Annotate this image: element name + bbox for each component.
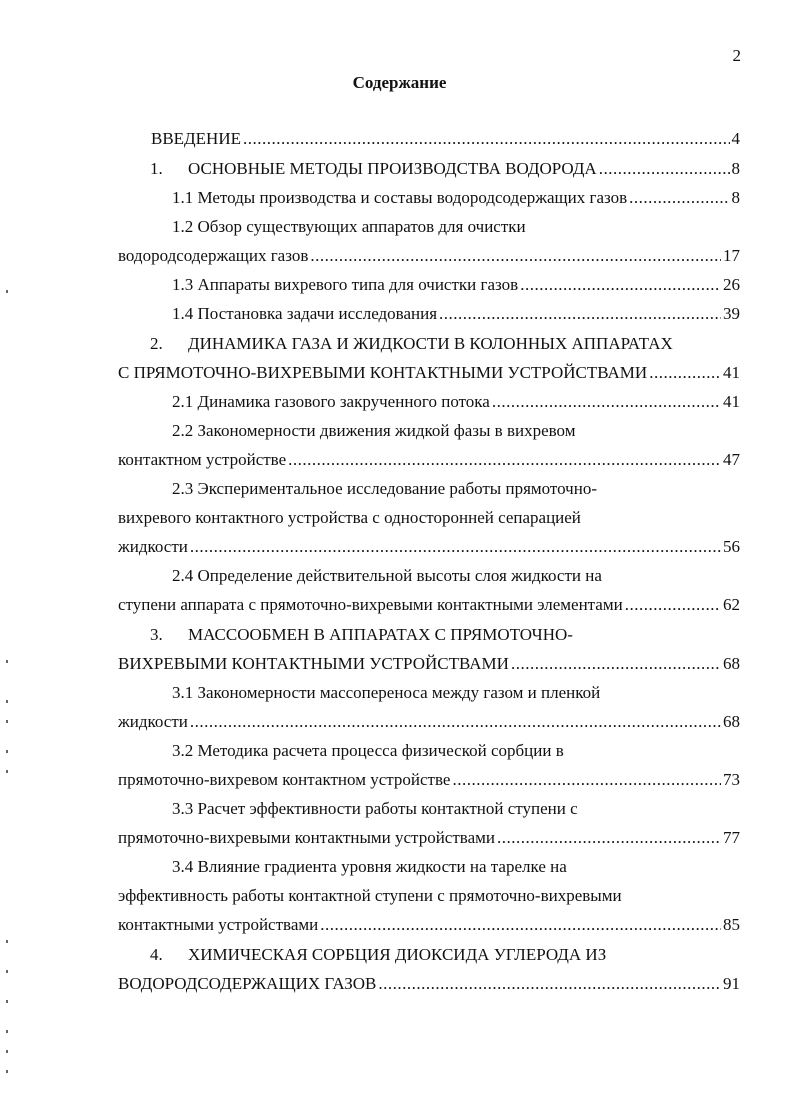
toc-entry-section-2-line1[interactable]: 2. ДИНАМИКА ГАЗА И ЖИДКОСТИ В КОЛОННЫХ АППАРАТАХ xyxy=(150,334,673,353)
scan-specks xyxy=(6,280,16,1080)
toc-entry-2-2-line2[interactable]: контактном устройстве ..... 47 xyxy=(118,449,740,471)
toc-entry-2-3-line2[interactable]: вихревого контактного устройства с односторонней сепарацией xyxy=(118,508,581,527)
page-number: 2 xyxy=(732,46,741,65)
toc-entry-section-4-line2[interactable]: ВОДОРОДСОДЕРЖАЩИХ ГАЗОВ ..... 91 xyxy=(118,973,740,995)
toc-entry-3-3-line1[interactable]: 3.3 Расчет эффективности работы контактной ступени с xyxy=(172,799,578,818)
toc-entry-3-4-line1[interactable]: 3.4 Влияние градиента уровня жидкости на тарелке на xyxy=(172,857,567,876)
toc-entry-1-4[interactable]: 1.4 Постановка задачи исследования ..... 39 xyxy=(172,303,740,325)
toc-entry-2-2-line1[interactable]: 2.2 Закономерности движения жидкой фазы в вихревом xyxy=(172,421,576,440)
toc-entry-section-2-line2[interactable]: С ПРЯМОТОЧНО-ВИХРЕВЫМИ КОНТАКТНЫМИ УСТРОЙСТВАМИ ..... 41 xyxy=(118,362,740,384)
toc-entry-section-4-line1[interactable]: 4. ХИМИЧЕСКАЯ СОРБЦИЯ ДИОКСИДА УГЛЕРОДА ИЗ xyxy=(150,945,607,964)
toc-entry-intro[interactable]: ВВЕДЕНИЕ ..... 4 xyxy=(151,128,740,150)
toc-entry-3-4-line3[interactable]: контактными устройствами ..... 85 xyxy=(118,914,740,936)
toc-entry-3-2-line1[interactable]: 3.2 Методика расчета процесса физической сорбции в xyxy=(172,741,564,760)
toc-entry-3-1-line1[interactable]: 3.1 Закономерности массопереноса между газом и пленкой xyxy=(172,683,601,702)
toc-entry-2-4-line2[interactable]: ступени аппарата с прямоточно-вихревыми контактными элементами ..... 62 xyxy=(118,594,740,616)
toc-entry-section-3-line1[interactable]: 3. МАССООБМЕН В АППАРАТАХ С ПРЯМОТОЧНО- xyxy=(150,625,573,644)
toc-entry-1-2-line2[interactable]: водородсодержащих газов ..... 17 xyxy=(118,245,740,267)
toc-entry-2-4-line1[interactable]: 2.4 Определение действительной высоты слоя жидкости на xyxy=(172,566,602,585)
toc-entry-2-1[interactable]: 2.1 Динамика газового закрученного потока ..... 41 xyxy=(172,391,740,413)
toc-entry-1-2-line1[interactable]: 1.2 Обзор существующих аппаратов для очистки xyxy=(172,217,526,236)
toc-entry-1-3[interactable]: 1.3 Аппараты вихревого типа для очистки газов ..... 26 xyxy=(172,274,740,296)
toc-entry-1-1[interactable]: 1.1 Методы производства и составы водородсодержащих газов ..... 8 xyxy=(172,187,740,209)
toc-entry-3-3-line2[interactable]: прямоточно-вихревыми контактными устройствами ..... 77 xyxy=(118,827,740,849)
toc-entry-section-1[interactable]: 1. ОСНОВНЫЕ МЕТОДЫ ПРОИЗВОДСТВА ВОДОРОДА ..... 8 xyxy=(150,158,740,180)
toc-entry-2-3-line1[interactable]: 2.3 Экспериментальное исследование работы прямоточно- xyxy=(172,479,597,498)
page-title: Содержание xyxy=(352,73,447,92)
toc-entry-3-4-line2[interactable]: эффективность работы контактной ступени с прямоточно-вихревыми xyxy=(118,886,622,905)
toc-entry-section-3-line2[interactable]: ВИХРЕВЫМИ КОНТАКТНЫМИ УСТРОЙСТВАМИ ..... 68 xyxy=(118,653,740,675)
toc-entry-3-2-line2[interactable]: прямоточно-вихревом контактном устройстве ..... 73 xyxy=(118,769,740,791)
toc-entry-3-1-line2[interactable]: жидкости ..... 68 xyxy=(118,711,740,733)
toc-entry-2-3-line3[interactable]: жидкости ..... 56 xyxy=(118,536,740,558)
